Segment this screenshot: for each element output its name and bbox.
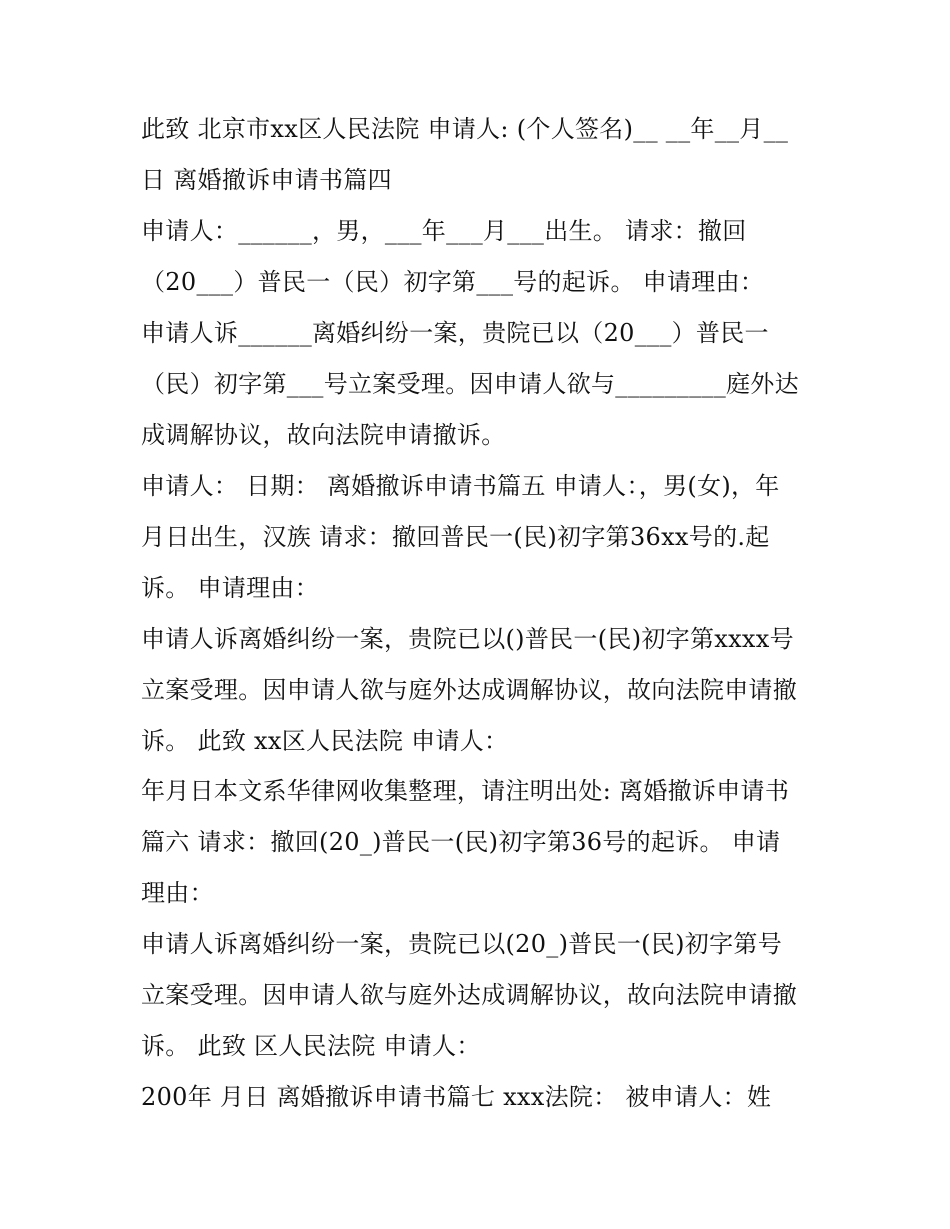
text-line: （民）初字第___号立案受理。因申请人欲与_________庭外达 [141,370,799,398]
text-line: 立案受理。因申请人欲与庭外达成调解协议，故向法院申请撤 [141,676,798,704]
text-line: 申请人：______，男，___年___月___出生。 请求：撤回 [141,217,747,245]
text-line: 申请人诉离婚纠纷一案，贵院已以()普民一(民)初字第xxxx号 [141,625,794,653]
text-line: （20___）普民一（民）初字第___号的起诉。 申请理由： [141,268,765,296]
text-line: 立案受理。因申请人欲与庭外达成调解协议，故向法院申请撤 [141,981,798,1009]
text-line: 诉。 申请理由： [141,574,320,602]
text-line: 诉。 此致 xx区人民法院 申请人： [141,727,509,755]
text-line: 成调解协议，故向法院申请撤诉。 [141,421,506,449]
text-line: 篇六 请求：撤回(20_)普民一(民)初字第36号的起诉。 申请 [141,828,781,856]
text-line: 申请人： 日期： 离婚撤诉申请书篇五 申请人：，男(女)，年 [141,472,780,500]
text-line: 200年 月日 离婚撤诉申请书篇七 xxx法院： 被申请人：姓 [141,1083,772,1111]
text-line: 此致 北京市xx区人民法院 申请人: (个人签名)__ __年__月__ [141,115,789,143]
text-line: 年月日本文系华律网收集整理，请注明出处: 离婚撤诉申请书 [141,777,790,805]
text-line: 日 离婚撤诉申请书篇四 [141,166,392,194]
text-line: 月日出生，汉族 请求：撤回普民一(民)初字第36xx号的.起 [141,523,770,551]
text-line: 申请人诉______离婚纠纷一案，贵院已以（20___）普民一 [141,319,769,347]
text-line: 诉。 此致 区人民法院 申请人： [141,1032,481,1060]
text-line: 理由： [141,879,214,907]
text-line: 申请人诉离婚纠纷一案，贵院已以(20_)普民一(民)初字第号 [141,930,782,958]
